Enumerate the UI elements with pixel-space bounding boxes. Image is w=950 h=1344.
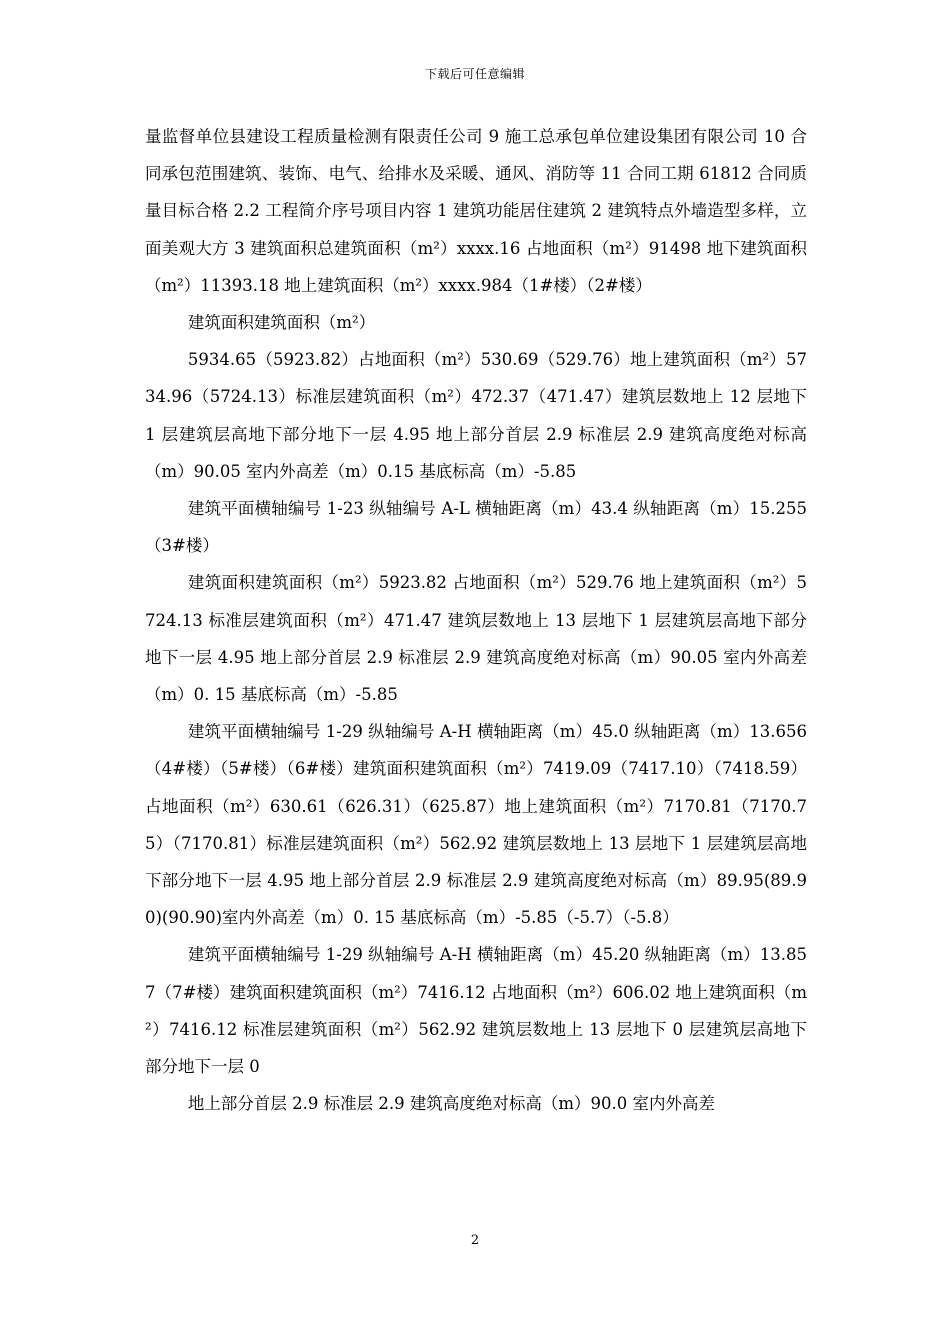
paragraph-building-3-data: 建筑面积建筑面积（m²）5923.82 占地面积（m²）529.76 地上建筑面积（m²）5724.13 标准层建筑面积（m²）471.47 建筑层数地上 13 层地下 1 层建筑层高地下部分地下一层 4.95 地上部分首层 2.9 标准层 2.9 建筑高度绝对标高（m）90.05 室内外高差（m）0. 15 基底标高（m）-5.85	[145, 573, 807, 705]
paragraph-building-area-heading: 建筑面积建筑面积（m²）	[187, 313, 376, 333]
paragraph-building-7-data: 建筑平面横轴编号 1-29 纵轴编号 A-H 横轴距离（m）45.20 纵轴距离（m）13.857（7#楼）建筑面积建筑面积（m²）7416.12 占地面积（m²）606.02 地上建筑面积（m²）7416.12 标准层建筑面积（m²）562.92 建筑层数地上 13 层地下 0 层建筑层高地下部分地下一层 0	[145, 945, 807, 1077]
document-body	[145, 118, 807, 1122]
paragraph-building-3-6-axes-data: 建筑平面横轴编号 1-29 纵轴编号 A-H 横轴距离（m）45.0 纵轴距离（m）13.656（4#楼）（5#楼）（6#楼）建筑面积建筑面积（m²）7419.09（7417.10）（7418.59）占地面积（m²）630.61（626.31）（625.87）地上建筑面积（m²）7170.81（7170.75）（7170.81）标准层建筑面积（m²）562.92 建筑层数地上 13 层地下 1 层建筑层高地下部分地下一层 4.95 地上部分首层 2.9 标准层 2.9 建筑高度绝对标高（m）89.95(89.90)(90.90)室内外高差（m）0. 15 基底标高（m）-5.85（-5.7）（-5.8）	[145, 722, 807, 928]
paragraph-building-1-2-axes: 建筑平面横轴编号 1-23 纵轴编号 A-L 横轴距离（m）43.4 纵轴距离（m）15.255（3#楼）	[145, 499, 807, 556]
page-number: 2	[470, 1233, 480, 1248]
paragraph-project-overview: 量监督单位县建设工程质量检测有限责任公司 9 施工总承包单位建设集团有限公司 10 合同承包范围建筑、装饰、电气、给排水及采暖、通风、消防等 11 合同工期 61812 合同质量目标合格 2.2 工程简介序号项目内容 1 建筑功能居住建筑 2 建筑特点外墙造型多样，立面美观大方 3 建筑面积总建筑面积（m²）xxxx.16 占地面积（m²）91498 地下建筑面积（m²）11393.18 地上建筑面积（m²）xxxx.984（1#楼）（2#楼）	[145, 127, 807, 295]
paragraph-building-7-heights: 地上部分首层 2.9 标准层 2.9 建筑高度绝对标高（m）90.0 室内外高差	[187, 1094, 715, 1114]
page-header: 下载后可任意编辑	[424, 67, 525, 81]
paragraph-building-1-2-data: 5934.65（5923.82）占地面积（m²）530.69（529.76）地上建筑面积（m²）5734.96（5724.13）标准层建筑面积（m²）472.37（471.47）建筑层数地上 12 层地下 1 层建筑层高地下部分地下一层 4.95 地上部分首层 2.9 标准层 2.9 建筑高度绝对标高（m）90.05 室内外高差（m）0.15 基底标高（m）-5.85	[145, 350, 807, 481]
